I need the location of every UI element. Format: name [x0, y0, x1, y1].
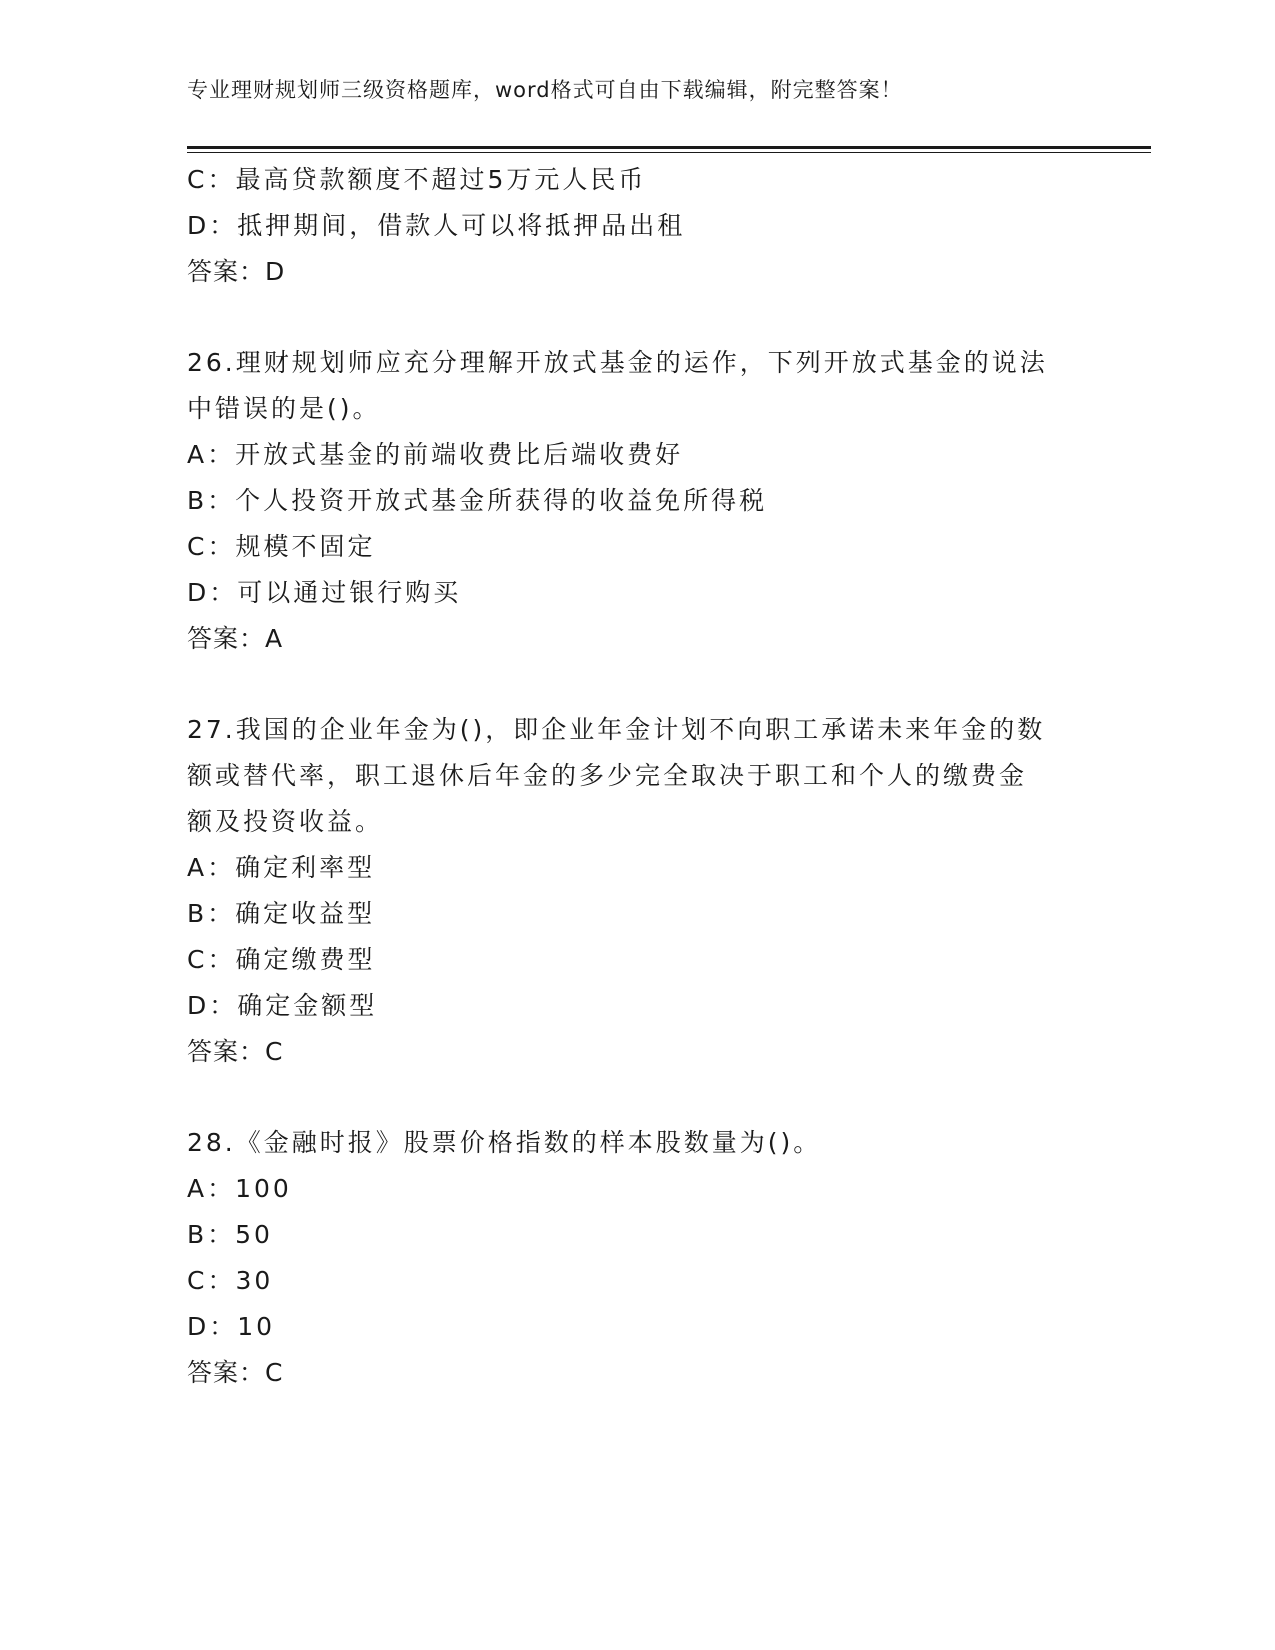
option-line: B：50 [187, 1220, 273, 1249]
question-text: 27.我国的企业年金为()，即企业年金计划不向职工承诺未来年金的数 [187, 715, 1046, 744]
answer-line: 答案：D [187, 257, 286, 286]
header-rule-thick [187, 146, 1151, 149]
question-content [187, 157, 1087, 1396]
question-text: 中错误的是()。 [187, 394, 381, 423]
option-line: C：最高贷款额度不超过5万元人民币 [187, 165, 647, 194]
option-line: D：10 [187, 1312, 276, 1341]
question-block [187, 340, 1087, 662]
block-gap [187, 662, 1087, 707]
question-block [187, 1120, 1087, 1396]
question-text: 26.理财规划师应充分理解开放式基金的运作，下列开放式基金的说法 [187, 348, 1048, 377]
option-line: A：确定利率型 [187, 853, 376, 882]
option-line: A：开放式基金的前端收费比后端收费好 [187, 440, 684, 469]
option-line: A：100 [187, 1174, 292, 1203]
question-block [187, 707, 1087, 1075]
option-line: B：个人投资开放式基金所获得的收益免所得税 [187, 486, 768, 515]
option-line: D：确定金额型 [187, 991, 378, 1020]
option-line: D：抵押期间，借款人可以将抵押品出租 [187, 211, 686, 240]
block-gap [187, 295, 1087, 340]
question-text: 28.《金融时报》股票价格指数的样本股数量为()。 [187, 1128, 822, 1157]
option-line: D：可以通过银行购买 [187, 578, 462, 607]
answer-line: 答案：A [187, 624, 284, 653]
page-header: 专业理财规划师三级资格题库，word格式可自由下载编辑，附完整答案！ [187, 78, 903, 102]
block-gap [187, 1075, 1087, 1120]
option-line: C：规模不固定 [187, 532, 376, 561]
header-rule-thin [187, 152, 1151, 153]
answer-line: 答案：C [187, 1358, 284, 1387]
question-text: 额或替代率，职工退休后年金的多少完全取决于职工和个人的缴费金 [187, 761, 1028, 790]
option-line: B：确定收益型 [187, 899, 376, 928]
option-line: C：30 [187, 1266, 274, 1295]
question-block [187, 157, 1087, 295]
answer-line: 答案：C [187, 1037, 284, 1066]
question-text: 额及投资收益。 [187, 807, 384, 836]
option-line: C：确定缴费型 [187, 945, 376, 974]
